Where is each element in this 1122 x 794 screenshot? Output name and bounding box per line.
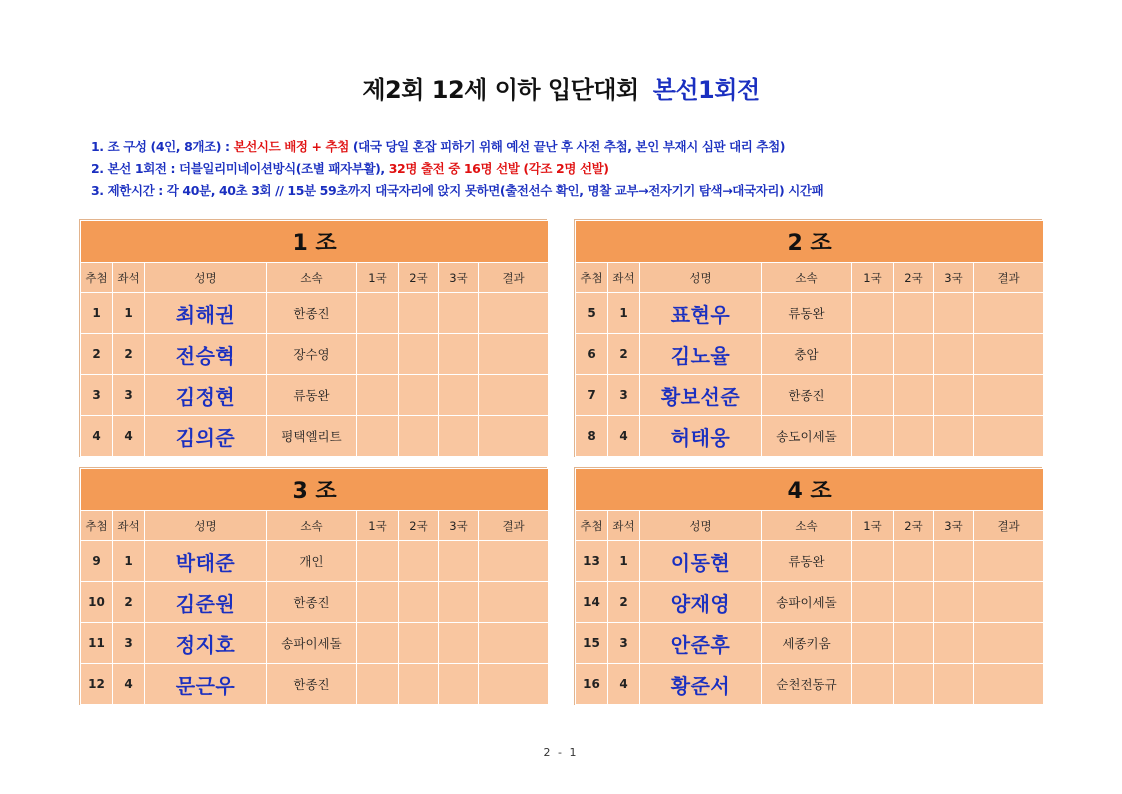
game-2-cell [399,541,439,582]
seat-number: 2 [113,334,145,375]
result-cell [974,582,1044,623]
affiliation: 송파이세돌 [762,582,852,623]
seat-number: 2 [608,582,640,623]
column-header: 소속 [762,263,852,293]
game-2-cell [894,334,934,375]
group-title: 4 조 [576,469,1044,511]
result-cell [479,293,549,334]
column-header: 1국 [357,511,399,541]
seat-number: 1 [113,541,145,582]
game-3-cell [934,582,974,623]
game-1-cell [357,623,399,664]
game-1-cell [852,541,894,582]
game-2-cell [894,582,934,623]
note-text: 2. 본선 1회전 : 더블일리미네이션방식(조별 패자부활), [91,161,389,176]
game-3-cell [439,664,479,705]
seat-number: 4 [113,416,145,457]
affiliation: 한종진 [267,582,357,623]
affiliation: 류동완 [267,375,357,416]
note-text: 3. 제한시간 : 각 40분, 40초 3회 // 15분 59초까지 대국자리에 앉지 못하면(출전선수 확인, 명찰 교부→전자기기 탐색→대국자리) 시간패 [91,183,824,198]
group-table [574,219,1042,457]
column-header: 1국 [357,263,399,293]
game-1-cell [852,416,894,457]
game-3-cell [934,664,974,705]
group-title: 2 조 [576,221,1044,263]
draw-number: 11 [81,623,113,664]
column-header: 결과 [974,263,1044,293]
game-1-cell [357,582,399,623]
game-1-cell [357,375,399,416]
title-main: 제2회 12세 이하 입단대회 [362,76,639,104]
result-cell [974,541,1044,582]
affiliation: 평택엘리트 [267,416,357,457]
player-name: 김준원 [145,582,267,623]
group-table [574,467,1042,705]
player-name: 김노율 [640,334,762,375]
column-header: 추첨 [81,511,113,541]
column-header: 2국 [894,263,934,293]
column-header: 성명 [640,263,762,293]
draw-number: 16 [576,664,608,705]
seat-number: 4 [608,664,640,705]
table-row [81,623,549,664]
game-1-cell [357,541,399,582]
column-header: 성명 [640,511,762,541]
table-row [576,293,1044,334]
player-name: 정지호 [145,623,267,664]
player-name: 양재영 [640,582,762,623]
column-header: 3국 [439,263,479,293]
game-3-cell [934,334,974,375]
title-sub: 본선1회전 [652,76,760,104]
group-table [79,467,547,705]
table-row [576,334,1044,375]
game-2-cell [894,375,934,416]
affiliation: 한종진 [762,375,852,416]
game-2-cell [399,293,439,334]
column-header: 결과 [479,511,549,541]
seat-number: 1 [608,293,640,334]
group-grid [575,468,1044,705]
table-row [81,334,549,375]
player-name: 허태웅 [640,416,762,457]
game-3-cell [439,582,479,623]
table-row [576,623,1044,664]
game-2-cell [399,375,439,416]
affiliation: 순천전동규 [762,664,852,705]
column-header: 좌석 [113,263,145,293]
game-2-cell [894,293,934,334]
result-cell [479,334,549,375]
result-cell [479,375,549,416]
game-2-cell [399,582,439,623]
result-cell [479,664,549,705]
note-highlight: 32명 출전 중 16명 선발 (각조 2명 선발) [388,161,609,176]
game-3-cell [439,541,479,582]
game-1-cell [852,582,894,623]
note-text: (대국 당일 혼잡 피하기 위해 예선 끝난 후 사전 추첨, 본인 부재시 심판 대리 추첨) [348,139,786,154]
note-highlight: 본선시드 배정 + 추첨 [233,139,349,154]
seat-number: 3 [113,375,145,416]
result-cell [974,623,1044,664]
column-header: 성명 [145,263,267,293]
draw-number: 15 [576,623,608,664]
affiliation: 한종진 [267,664,357,705]
seat-number: 2 [608,334,640,375]
result-cell [974,293,1044,334]
column-header: 3국 [934,511,974,541]
table-row [81,293,549,334]
page-title [0,70,1122,105]
game-3-cell [934,293,974,334]
draw-number: 8 [576,416,608,457]
game-1-cell [852,623,894,664]
player-name: 박태준 [145,541,267,582]
game-1-cell [357,334,399,375]
seat-number: 1 [113,293,145,334]
affiliation: 류동완 [762,293,852,334]
draw-number: 13 [576,541,608,582]
draw-number: 9 [81,541,113,582]
column-header: 1국 [852,263,894,293]
column-header: 소속 [267,263,357,293]
affiliation: 송도이세돌 [762,416,852,457]
player-name: 문근우 [145,664,267,705]
table-row [576,664,1044,705]
rules-notes [91,136,823,202]
game-2-cell [399,623,439,664]
player-name: 김정현 [145,375,267,416]
table-row [576,541,1044,582]
result-cell [479,623,549,664]
page-number: 2 - 1 [543,746,579,759]
game-2-cell [894,664,934,705]
note-line-2 [91,158,823,180]
affiliation: 충암 [762,334,852,375]
table-row [576,416,1044,457]
seat-number: 3 [608,623,640,664]
column-header: 결과 [974,511,1044,541]
note-line-1 [91,136,823,158]
group-title: 3 조 [81,469,549,511]
table-row [576,582,1044,623]
draw-number: 6 [576,334,608,375]
game-2-cell [894,416,934,457]
game-2-cell [399,416,439,457]
game-1-cell [357,293,399,334]
result-cell [479,541,549,582]
table-row [81,664,549,705]
column-header: 3국 [439,511,479,541]
result-cell [479,416,549,457]
table-row [81,582,549,623]
draw-number: 7 [576,375,608,416]
column-header: 추첨 [81,263,113,293]
game-3-cell [439,416,479,457]
game-1-cell [852,664,894,705]
player-name: 황보선준 [640,375,762,416]
player-name: 김의준 [145,416,267,457]
seat-number: 3 [113,623,145,664]
seat-number: 2 [113,582,145,623]
group-grid [575,220,1044,457]
game-3-cell [934,623,974,664]
column-header: 2국 [399,511,439,541]
group-table [79,219,547,457]
column-header: 소속 [762,511,852,541]
game-3-cell [934,541,974,582]
game-2-cell [894,623,934,664]
player-name: 최해권 [145,293,267,334]
game-2-cell [399,334,439,375]
game-1-cell [852,293,894,334]
column-header: 좌석 [608,263,640,293]
result-cell [479,582,549,623]
game-1-cell [852,375,894,416]
draw-number: 5 [576,293,608,334]
player-name: 전승혁 [145,334,267,375]
player-name: 황준서 [640,664,762,705]
draw-number: 1 [81,293,113,334]
seat-number: 4 [608,416,640,457]
game-1-cell [357,416,399,457]
seat-number: 3 [608,375,640,416]
draw-number: 14 [576,582,608,623]
group-title: 1 조 [81,221,549,263]
table-row [81,375,549,416]
affiliation: 개인 [267,541,357,582]
group-grid [80,468,549,705]
column-header: 1국 [852,511,894,541]
game-3-cell [934,416,974,457]
note-text: 1. 조 구성 (4인, 8개조) : [91,139,234,154]
group-grid [80,220,549,457]
column-header: 결과 [479,263,549,293]
affiliation: 장수영 [267,334,357,375]
table-row [81,416,549,457]
column-header: 성명 [145,511,267,541]
column-header: 소속 [267,511,357,541]
seat-number: 4 [113,664,145,705]
column-header: 좌석 [113,511,145,541]
seat-number: 1 [608,541,640,582]
game-3-cell [439,623,479,664]
player-name: 표현우 [640,293,762,334]
column-header: 좌석 [608,511,640,541]
affiliation: 류동완 [762,541,852,582]
column-header: 3국 [934,263,974,293]
affiliation: 송파이세돌 [267,623,357,664]
note-line-3 [91,180,823,202]
affiliation: 한종진 [267,293,357,334]
table-row [81,541,549,582]
affiliation: 세종키움 [762,623,852,664]
column-header: 2국 [894,511,934,541]
result-cell [974,416,1044,457]
table-row [576,375,1044,416]
draw-number: 3 [81,375,113,416]
game-2-cell [894,541,934,582]
game-3-cell [934,375,974,416]
draw-number: 12 [81,664,113,705]
column-header: 추첨 [576,511,608,541]
result-cell [974,664,1044,705]
column-header: 2국 [399,263,439,293]
game-3-cell [439,293,479,334]
player-name: 이동현 [640,541,762,582]
draw-number: 10 [81,582,113,623]
result-cell [974,375,1044,416]
game-3-cell [439,375,479,416]
game-3-cell [439,334,479,375]
draw-number: 4 [81,416,113,457]
game-1-cell [852,334,894,375]
result-cell [974,334,1044,375]
column-header: 추첨 [576,263,608,293]
draw-number: 2 [81,334,113,375]
game-2-cell [399,664,439,705]
game-1-cell [357,664,399,705]
player-name: 안준후 [640,623,762,664]
